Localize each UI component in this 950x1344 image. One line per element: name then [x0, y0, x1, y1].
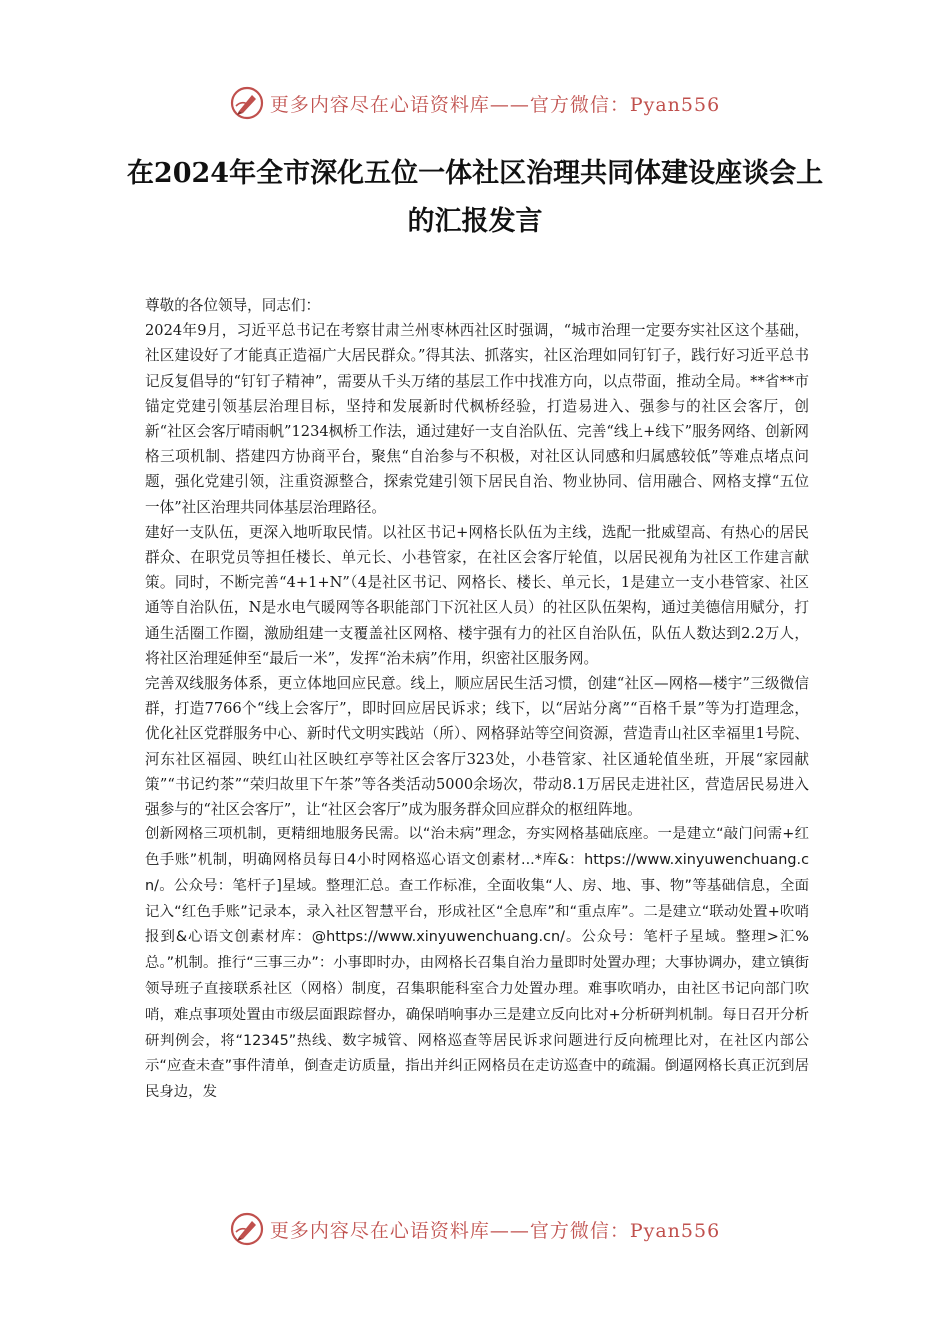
paragraph: 创新网格三项机制，更精细地服务民需。以“治未病”理念，夯实网格基础底座。一是建立“敲门问需+红色手账”机制，明确网格员每日4小时网格巡心语文创素材...*库&：https://www.xinyuwenchuang.cn/。公众号：笔杆子]星域。整理汇总。查工作标准，全面收集“人、房、地、事、物”等基础信息，全面记入“红色手账”记录本，录入社区智慧平台，形成社区“全息库”和“重点库”。二是建立“联动处置+吹哨报到&心语文创素材库：@https://www.xinyuwenchuang.cn/。公众号：笔杆子星域。整理>汇%总。”机制。推行“三事三办”：小事即时办，由网格长召集自治力量即时处置办理；大事协调办，建立镇街领导班子直接联系社区（网格）制度，召集职能科室合力处置办理。难事吹哨办，由社区书记向部门吹哨，难点事项处置由市级层面跟踪督办，确保哨响事办三是建立反向比对+分析研判机制。每日召开分析研判例会，将“12345”热线、数字城管、网格巡查等居民诉求问题进行反向梳理比对，在社区内部公示“应查未查”事件清单，倒查走访质量，指出并纠正网格员在走访巡查中的疏漏。倒逼网格长真正沉到居民身边，发 — [145, 826, 809, 1101]
paragraph: 建好一支队伍，更深入地听取民情。以社区书记+网格长队伍为主线，选配一批威望高、有热心的居民群众、在职党员等担任楼长、单元长、小巷管家，在社区会客厅轮值，以居民视角为社区工作建言献策。同时，不断完善“4+1+N”（4是社区书记、网格长、楼长、单元长，1是建立一支小巷管家、社区通等自治队伍，N是水电气暖网等各职能部门下沉社区人员）的社区队伍架构，通过美德信用赋分，打通生活圈工作圈，激励组建一支覆盖社区网格、楼宇强有力的社区自治队伍，队伍人数达到2.2万人，将社区治理延伸至“最后一米”，发挥“治未病”作用，织密社区服务网。 — [145, 523, 809, 667]
paragraph: 完善双线服务体系，更立体地回应民意。线上，顺应居民生活习惯，创建“社区—网格—楼宇”三级微信群，打造7766个“线上会客厅”，即时回应居民诉求；线下，以“居站分离”“百格千景”等为打造理念，优化社区党群服务中心、新时代文明实践站（所）、网格驿站等空间资源，营造青山社区幸福里1号院、河东社区福园、映红山社区映红亭等社区会客厅323处，小巷管家、社区通轮值坐班，开展“家园献策”“书记约茶”“荣归故里下午茶”等各类活动5000余场次，带动8.1万居民走进社区，营造居民易进入强参与的“社区会客厅”，让“社区会客厅”成为服务群众回应群众的枢纽阵地。 — [145, 675, 809, 819]
document-body — [145, 293, 809, 1106]
watermark-text: 更多内容尽在心语资料库——官方微信：Pyan556 — [269, 1219, 721, 1242]
paragraph: 2024年9月，习近平总书记在考察甘肃兰州枣林西社区时强调，“城市治理一定要夯实社区这个基础，社区建设好了才能真正造福广大居民群众。”得其法、抓落实，社区治理如同钉钉子，践行好习近平总书记反复倡导的“钉钉子精神”，需要从千头万绪的基层工作中找准方向，以点带面，推动全局。**省**市锚定党建引领基层治理目标，坚持和发展新时代枫桥经验，打造易进入、强参与的社区会客厅，创新“社区会客厅晴雨帆”1234枫桥工作法，通过建好一支自治队伍、完善“线上+线下”服务网络、创新网格三项机制、搭建四方协商平台，聚焦“自治参与不积极，对社区认同感和归属感较低”等难点堵点问题，强化党建引领，注重资源整合，探索党建引领下居民自治、物业协同、信用融合、网格支撑“五位一体”社区治理共同体基层治理路径。 — [145, 322, 809, 516]
header-watermark — [0, 83, 950, 123]
document-title: 在2024年全市深化五位一体社区治理共同体建设座谈会上的汇报发言 — [126, 158, 824, 237]
salutation: 尊敬的各位领导，同志们： — [145, 297, 321, 314]
footer-watermark — [0, 1209, 950, 1249]
pen-nib-logo-icon — [230, 1212, 264, 1246]
watermark-text: 更多内容尽在心语资料库——官方微信：Pyan556 — [269, 93, 721, 116]
pen-nib-logo-icon — [230, 86, 264, 120]
